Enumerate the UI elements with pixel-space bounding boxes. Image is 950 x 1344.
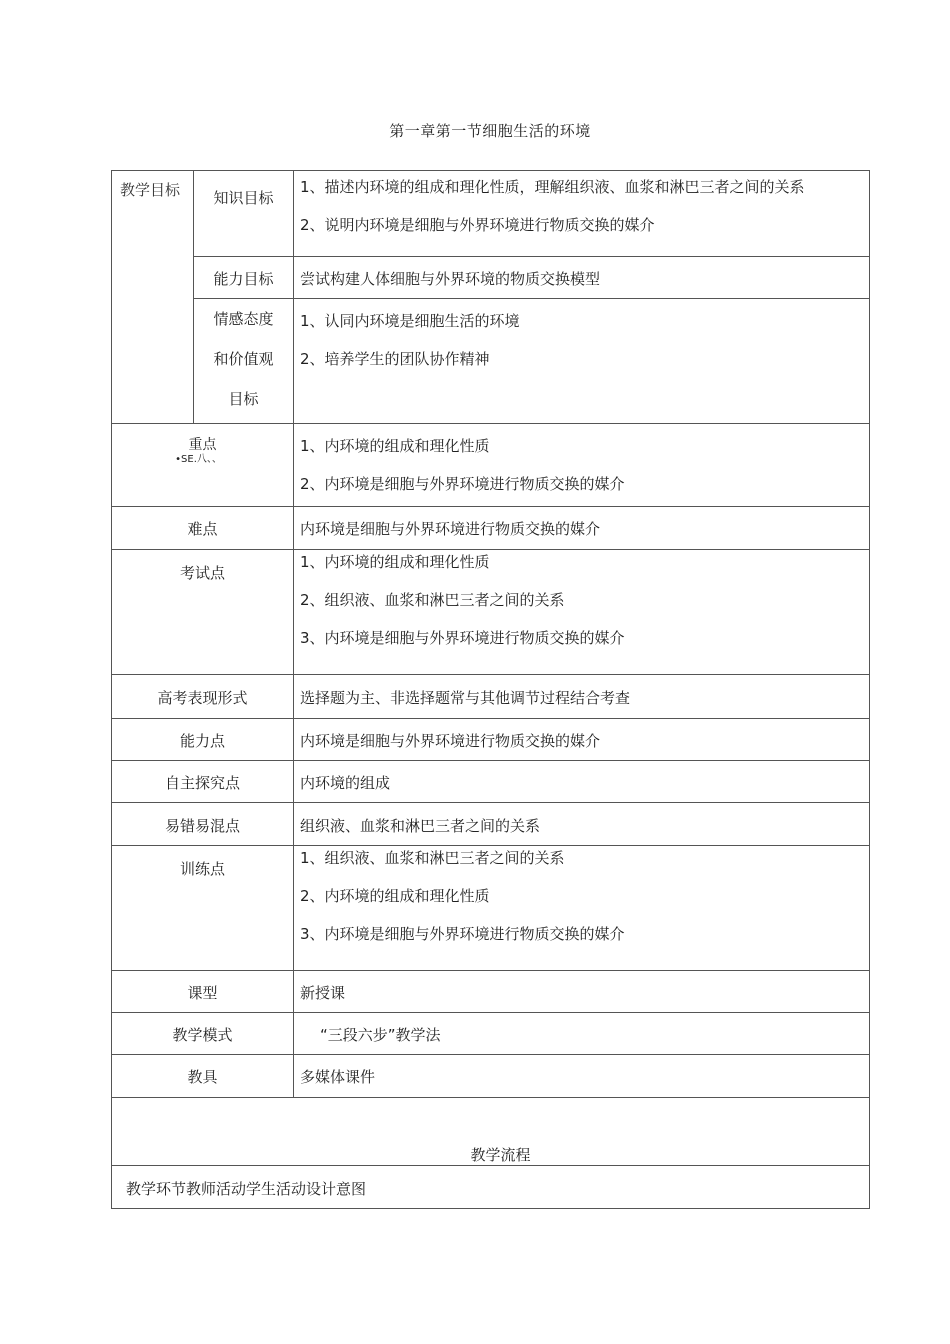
ability-content — [294, 257, 870, 299]
exam-form-content — [294, 675, 870, 719]
flow-label: 教学流程 — [470, 1146, 531, 1164]
teaching-mode-label: 教学模式 — [172, 1026, 233, 1044]
tools-label: 教具 — [187, 1068, 218, 1086]
lesson-type-content — [294, 971, 870, 1013]
key-points-content — [294, 424, 870, 507]
self-explore-content — [294, 761, 870, 803]
lesson-type-label: 课型 — [187, 984, 218, 1002]
exam-point-item: 3、内环境是细胞与外界环境进行物质交换的媒介 — [300, 629, 625, 647]
goals-label-cell — [112, 171, 194, 424]
lesson-type-label-cell — [112, 971, 294, 1013]
exam-points-content — [294, 550, 870, 675]
tools-content — [294, 1055, 870, 1098]
emotion-content — [294, 299, 870, 424]
self-explore-label: 自主探究点 — [164, 774, 240, 792]
emotion-label — [194, 299, 293, 419]
emotion-label-line: 和价值观 — [213, 350, 274, 368]
difficult-label-cell — [112, 507, 294, 550]
exam-points-label-cell — [112, 550, 294, 675]
key-points-label-cell — [112, 424, 294, 507]
difficult-label: 难点 — [187, 520, 218, 538]
lesson-plan-table — [111, 170, 870, 1209]
goals-label: 教学目标 — [120, 181, 181, 199]
ability-point-label-cell — [112, 719, 294, 761]
exam-points-label: 考试点 — [179, 564, 225, 582]
knowledge-label: 知识目标 — [213, 189, 274, 207]
ability-text: 尝试构建人体细胞与外界环境的物质交换模型 — [300, 270, 601, 288]
exam-form-text: 选择题为主、非选择题常与其他调节过程结合考查 — [300, 689, 631, 707]
training-content — [294, 846, 870, 971]
training-label-cell — [112, 846, 294, 971]
confusion-label: 易错易混点 — [164, 817, 240, 835]
ability-point-text: 内环境是细胞与外界环境进行物质交换的媒介 — [300, 732, 601, 750]
confusion-label-cell — [112, 803, 294, 846]
lesson-type-text: 新授课 — [300, 984, 346, 1002]
key-point-item: 1、内环境的组成和理化性质 — [300, 437, 490, 455]
page-title: 第一章第一节细胞生活的环境 — [389, 122, 591, 140]
teaching-mode-content — [294, 1013, 870, 1055]
confusion-text: 组织液、血浆和淋巴三者之间的关系 — [300, 817, 541, 835]
self-explore-text: 内环境的组成 — [300, 774, 391, 792]
key-point-item: 2、内环境是细胞与外界环境进行物质交换的媒介 — [300, 475, 625, 493]
training-label: 训练点 — [179, 860, 225, 878]
flow-label-cell — [112, 1098, 870, 1166]
emotion-item: 1、认同内环境是细胞生活的环境 — [300, 312, 520, 330]
training-item: 2、内环境的组成和理化性质 — [300, 887, 490, 905]
key-points-label: 重点 — [188, 437, 217, 453]
knowledge-label-cell — [194, 171, 294, 257]
confusion-content — [294, 803, 870, 846]
exam-point-item: 1、内环境的组成和理化性质 — [300, 553, 490, 571]
tools-label-cell — [112, 1055, 294, 1098]
emotion-label-line: 目标 — [228, 390, 259, 408]
exam-point-item: 2、组织液、血浆和淋巴三者之间的关系 — [300, 591, 565, 609]
training-item: 3、内环境是细胞与外界环境进行物质交换的媒介 — [300, 925, 625, 943]
knowledge-item: 1、描述内环境的组成和理化性质，理解组织液、血浆和淋巴三者之间的关系 — [300, 178, 805, 196]
teaching-mode-label-cell — [112, 1013, 294, 1055]
difficult-content — [294, 507, 870, 550]
ability-label: 能力目标 — [213, 270, 274, 288]
emotion-label-cell — [194, 299, 294, 424]
training-item: 1、组织液、血浆和淋巴三者之间的关系 — [300, 849, 565, 867]
difficult-text: 内环境是细胞与外界环境进行物质交换的媒介 — [300, 520, 601, 538]
exam-form-label: 高考表现形式 — [157, 689, 248, 707]
self-explore-label-cell — [112, 761, 294, 803]
tools-text: 多媒体课件 — [300, 1068, 376, 1086]
ability-point-label: 能力点 — [179, 732, 225, 750]
knowledge-item: 2、说明内环境是细胞与外界环境进行物质交换的媒介 — [300, 216, 655, 234]
teaching-mode-text: “三段六步”教学法 — [320, 1026, 441, 1044]
exam-form-label-cell — [112, 675, 294, 719]
ability-label-cell — [194, 257, 294, 299]
knowledge-content — [294, 171, 870, 257]
emotion-item: 2、培养学生的团队协作精神 — [300, 350, 490, 368]
emotion-label-line: 情感态度 — [213, 310, 274, 328]
flow-header-cell — [112, 1166, 870, 1209]
key-points-label-artifact: •SE.八、、 — [175, 454, 222, 465]
flow-header: 教学环节教师活动学生活动设计意图 — [126, 1180, 367, 1198]
ability-point-content — [294, 719, 870, 761]
